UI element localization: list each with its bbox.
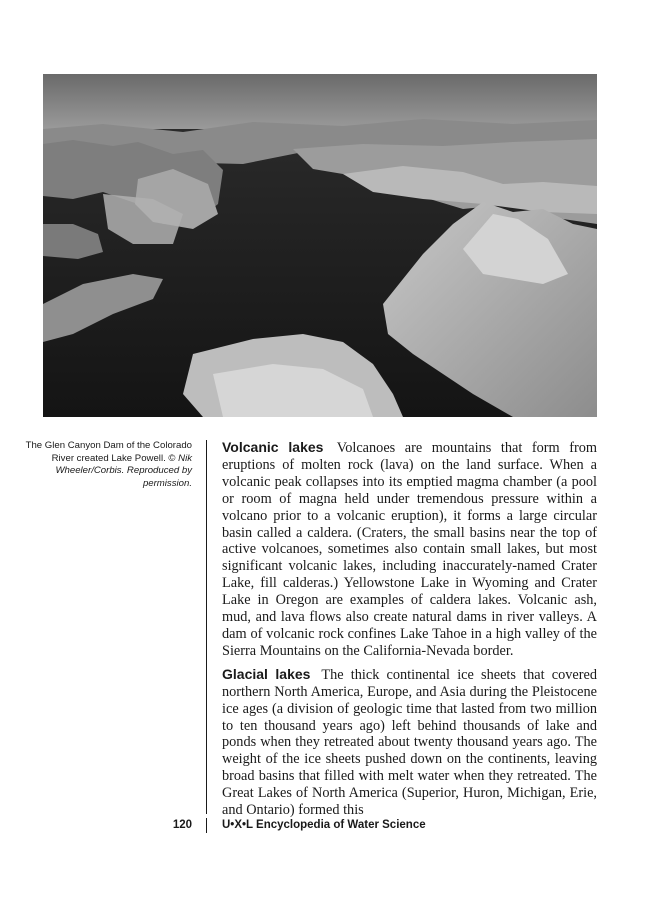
caption-credit: Nik Wheeler/Corbis. Reproduced by permission.: [55, 452, 192, 489]
section-body: The thick continental ice sheets that covered northern North America, Europe, and Asia during the Pleistocene ice ages (a division of geologic time that lasted from two million to ten thousand years ago) left behind thousands of lake and ponds when they retreated about twenty thousand years ago. The weight of the ice sheets pushed down on the continents, leaving broad basins that filled with melt water when they retreated. The Great Lakes of North America (Superior, Huron, Michigan, Erie, and Ontario) formed this: [222, 666, 597, 819]
caption-text: The Glen Canyon Dam of the Colorado River created Lake Powell. ©: [25, 440, 192, 464]
column-rule: [206, 440, 207, 814]
running-footer-title: U•X•L Encyclopedia of Water Science: [222, 819, 426, 831]
article-body: [222, 439, 597, 825]
section-volcanic-lakes: [222, 439, 597, 660]
page-number: 120: [172, 819, 192, 831]
section-heading: Volcanic lakes: [222, 439, 324, 455]
footer-rule: [206, 818, 207, 833]
section-heading: Glacial lakes: [222, 665, 311, 682]
section-body: Volcanoes are mountains that form from eruptions of molten rock (lava) on the land surface. When a volcanic peak collapses into its emptied magma chamber (a pool or room of magna held under tremendous pressure within a volcano prior to a volcanic eruption), it forms a large circular basin called a caldera. (Craters, the small basins near the top of active volcanoes, sometimes also contain small lakes, but most significant volcanic lakes, including inaccurately-named Crater Lake, fill calderas.) Yellowstone Lake in Wyoming and Crater Lake in Oregon are examples of caldera lakes. Volcanic ash, mud, and lava flows also create natural dams in river valleys. A dam of volcanic rock confines Lake Tahoe in a high valley of the Sierra Mountains on the California-Nevada border.: [222, 440, 597, 659]
photo-caption: [24, 440, 192, 490]
lake-powell-photo: [43, 74, 597, 417]
section-glacial-lakes: [222, 666, 597, 819]
